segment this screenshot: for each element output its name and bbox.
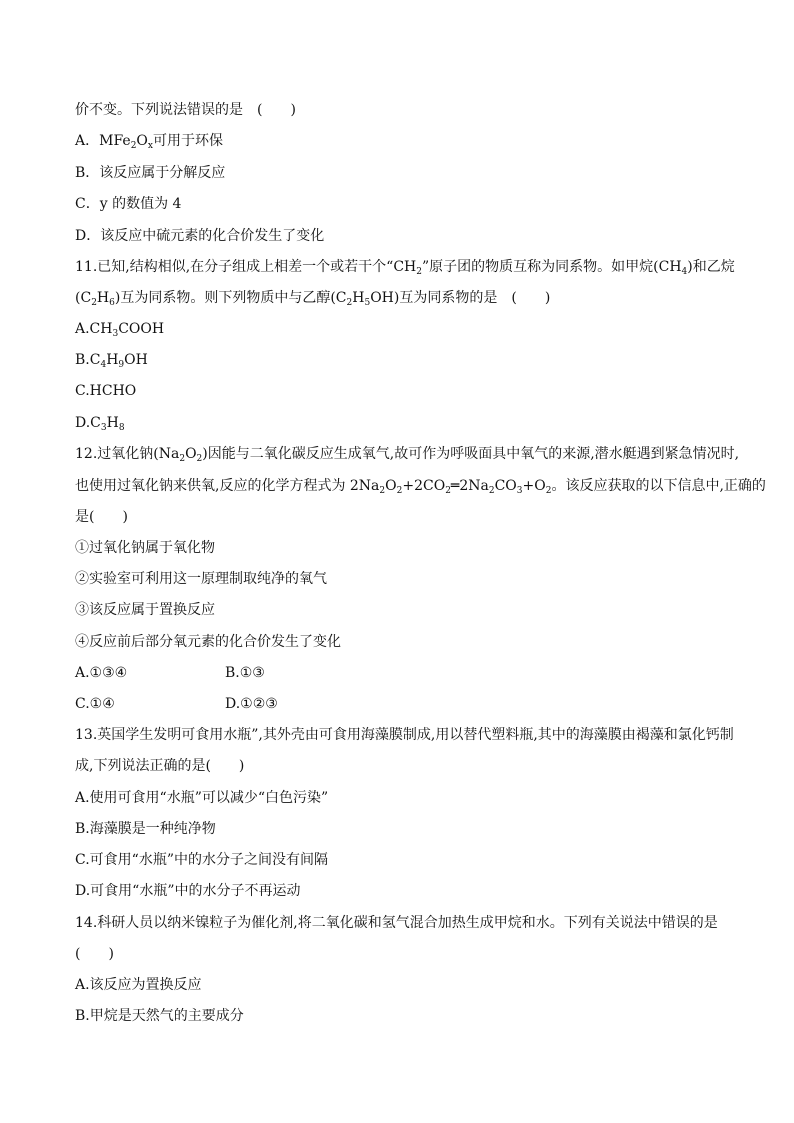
q11-option-b [75,351,735,374]
q13-option-a: A.使用可食用“水瓶”可以减少“白色污染” [75,790,329,806]
q13-stem-line1: 13.英国学生发明可食用水瓶”,其外壳由可食用海藻膜制成,用以替代塑料瓶,其中的海藻膜由褐藻和氯化钙制 [75,727,734,743]
q14-stem-line2: ( ) [75,946,114,962]
q12-options-ab [75,664,735,682]
text-run: O [185,446,197,462]
subscript: 2 [379,486,386,496]
q12-options-cd [75,695,735,713]
text-run: 11.已知,结构相似,在分子组成上相差一个或若干个“CH [75,259,417,275]
text-run: A.CH [75,321,113,337]
q10-option-c: C．y 的数值为 4 [75,196,182,212]
text-run: 也使用过氧化钠来供氧,反应的化学方程式为 2Na [75,478,380,494]
text-run: +2CO [402,478,446,494]
q12-stem-line2 [75,477,766,500]
subscript: 8 [118,423,125,433]
q12-statement-2: ②实验室可利用这一原理制取纯净的氧气 [75,571,327,587]
q12-statement-1: ①过氧化钠属于氧化物 [75,540,215,556]
subscript: 3 [100,423,107,433]
subscript: 2 [445,486,451,496]
subscript: 2 [196,454,203,464]
text-run: H [106,352,119,368]
q11-stem-line1 [75,258,735,281]
subscript: 2 [488,486,495,496]
q12-option-c: C.①④ [75,696,115,712]
q14-option-b: B.甲烷是天然气的主要成分 [75,1008,244,1024]
text-run: O [136,133,148,149]
text-run: CO [494,478,517,494]
text-run: COOH [118,321,165,337]
q11-option-a [75,320,735,343]
q11-option-c: C.HCHO [75,383,137,399]
text-run: ”原子团的物质互称为同系物。如甲烷(CH [421,259,682,275]
text-run: B.C [75,352,101,368]
subscript: 3 [516,486,523,496]
text-run: H [106,415,119,431]
text-run: (C [75,290,92,306]
q10-option-a [75,132,735,155]
text-run: 可用于环保 [152,133,223,149]
q13-stem-line2: 成,下列说法正确的是( ) [75,758,245,774]
q14-option-a: A.该反应为置换反应 [75,977,202,993]
q13-option-c: C.可食用“水瓶”中的水分子之间没有间隔 [75,852,328,868]
q13-option-d: D.可食用“水瓶”中的水分子不再运动 [75,883,301,899]
q11-stem-line2 [75,289,735,312]
q12-stem-line1 [75,445,740,468]
q14-stem-line1: 14.科研人员以纳米镍粒子为催化剂,将二氧化碳和氢气混合加热生成甲烷和水。下列有关说法中错误的是 [75,915,718,931]
subscript: 2 [91,298,97,308]
text-run: 。该反应获取的以下信息中,正确的 [551,478,766,494]
q10-option-d: D．该反应中硫元素的化合价发生了变化 [75,228,325,244]
q12-option-b: B.①③ [225,665,265,681]
text-run: D.C [75,415,101,431]
text-run: H [96,290,110,306]
q13-option-b: B.海藻膜是一种纯净物 [75,821,216,837]
subscript: 2 [130,141,137,151]
q12-option-a: A.①③④ [75,665,128,681]
text-run: A．MFe [75,133,131,149]
subscript: 4 [100,360,107,370]
q12-statement-4: ④反应前后部分氧元素的化合价发生了变化 [75,634,341,650]
text-run: OH)互为同系物的是 ( ) [370,290,551,306]
q10-stem-tail: 价不变。下列说法错误的是 ( ) [75,102,296,118]
q12-statement-3: ③该反应属于置换反应 [75,602,215,618]
q12-stem-line3: 是( ) [75,509,128,525]
subscript: x [147,141,153,151]
subscript: 2 [396,486,403,496]
text-run: H [352,290,365,306]
q11-option-d [75,414,735,437]
subscript: 2 [416,267,422,277]
subscript: 9 [118,360,125,370]
text-run: +O [522,478,546,494]
subscript: 2 [179,454,186,464]
text-run: OH [124,352,148,368]
text-run: )和乙烷 [687,259,735,275]
text-run: ═2Na [450,478,489,494]
text-run: 12.过氧化钠(Na [75,446,180,462]
text-run: O [385,478,397,494]
text-run: )因能与二氧化碳反应生成氧气,故可作为呼吸面具中氧气的来源,潜水艇遇到紧急情况时, [202,446,740,462]
subscript: 6 [109,298,115,308]
q12-option-d: D.①②③ [225,696,278,712]
subscript: 4 [681,267,688,277]
q10-option-b: B．该反应属于分解反应 [75,165,226,181]
subscript: 5 [364,298,371,308]
text-run: )互为同系物。则下列物质中与乙醇(C [114,290,347,306]
subscript: 3 [112,329,119,339]
subscript: 2 [545,486,552,496]
subscript: 2 [346,298,353,308]
